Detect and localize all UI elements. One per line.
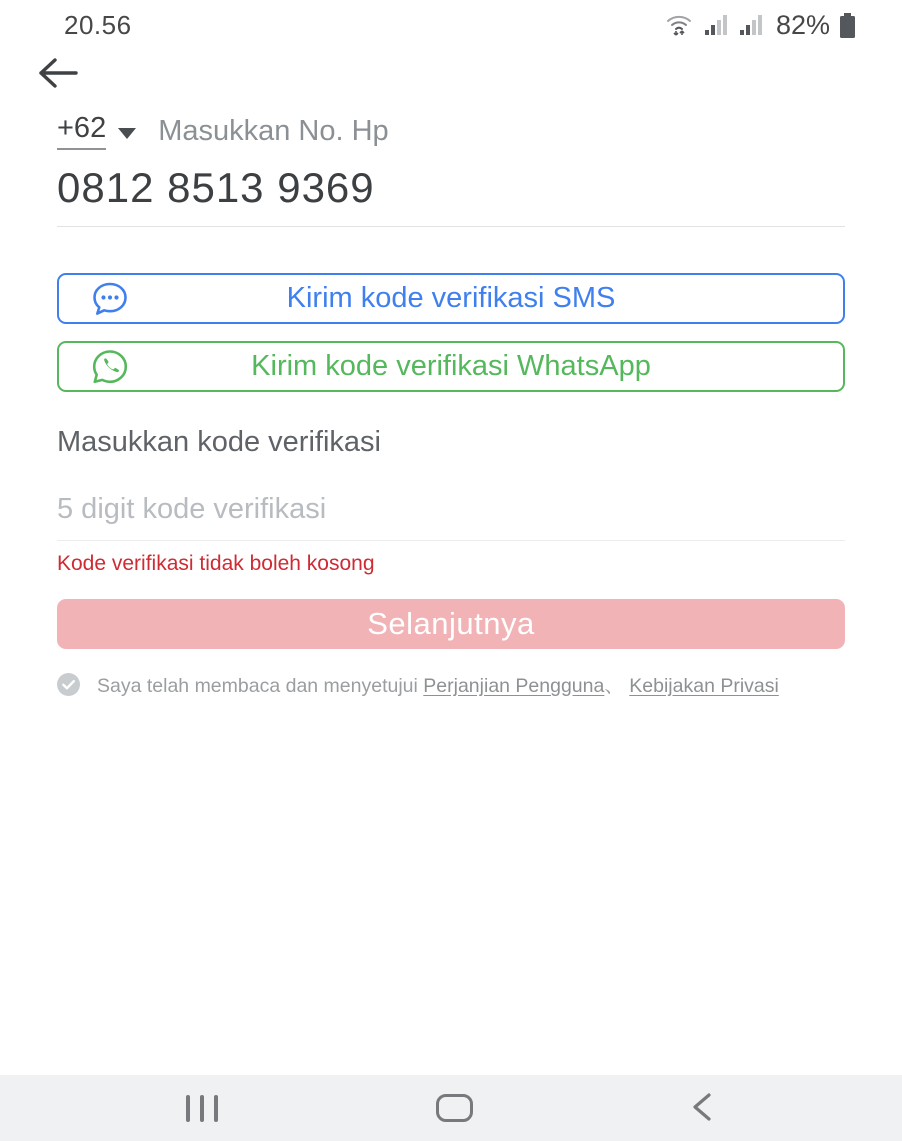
check-circle-icon — [57, 673, 80, 696]
send-whatsapp-button[interactable] — [57, 341, 845, 392]
back-button[interactable] — [36, 52, 84, 96]
nav-back-button[interactable] — [690, 1075, 714, 1141]
agreement-row — [57, 670, 845, 698]
android-nav-bar — [0, 1075, 902, 1141]
agreement-separator: 、 — [604, 675, 630, 697]
agreement-prefix: Saya telah membaca dan menyetujui — [97, 675, 424, 697]
home-icon — [436, 1094, 473, 1122]
verification-error-message: Kode verifikasi tidak boleh kosong — [57, 552, 375, 575]
verification-code-label: Masukkan kode verifikasi — [57, 426, 381, 458]
send-sms-label: Kirim kode verifikasi SMS — [286, 282, 616, 314]
phone-row — [57, 112, 845, 150]
signal-icon — [704, 13, 730, 37]
agreement-checkbox[interactable] — [57, 673, 80, 696]
status-bar — [0, 0, 902, 42]
arrow-left-icon — [36, 56, 80, 93]
country-code-value: +62 — [57, 112, 107, 144]
agreement-text — [97, 670, 779, 698]
header — [36, 52, 902, 96]
wifi-icon — [665, 12, 695, 38]
sms-bubble-icon — [90, 280, 130, 318]
privacy-link[interactable]: Kebijakan Privasi — [629, 675, 779, 697]
verification-code-input[interactable] — [57, 491, 845, 541]
nav-home-button[interactable] — [436, 1075, 473, 1141]
phone-number-label: Masukkan No. Hp — [158, 114, 389, 147]
main-content — [0, 112, 902, 698]
caret-down-icon[interactable] — [118, 128, 136, 139]
status-icons — [665, 10, 856, 41]
terms-link[interactable]: Perjanjian Pengguna — [423, 675, 605, 697]
whatsapp-icon — [90, 348, 130, 386]
phone-number-input[interactable] — [57, 162, 845, 227]
battery-percent: 82% — [775, 9, 830, 40]
recents-icon — [186, 1095, 218, 1122]
battery-icon — [839, 12, 856, 39]
status-time: 20.56 — [64, 9, 132, 40]
send-sms-button[interactable] — [57, 273, 845, 324]
signal-icon — [739, 13, 765, 37]
country-code-selector[interactable] — [57, 112, 106, 150]
next-button[interactable]: Selanjutnya — [57, 599, 845, 649]
back-chevron-icon — [690, 1092, 714, 1125]
nav-recents-button[interactable] — [186, 1075, 218, 1141]
send-whatsapp-label: Kirim kode verifikasi WhatsApp — [251, 350, 651, 382]
